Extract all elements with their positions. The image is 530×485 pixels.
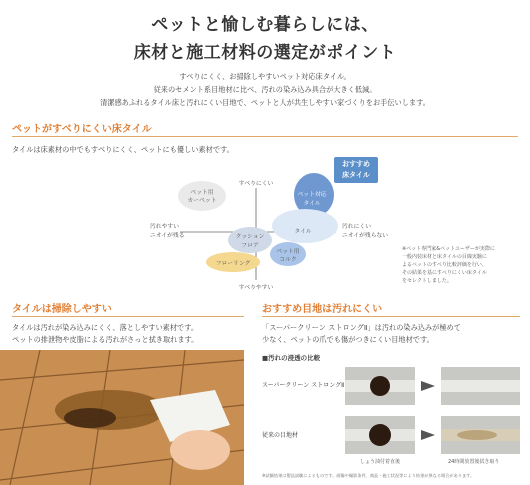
section3-divider <box>262 316 520 317</box>
label-cork-2: コルク <box>279 257 297 263</box>
section2-text-1: タイルは汚れが染み込みにくく、落としやすい素材です。 <box>12 323 199 332</box>
page-title-line1: ペットと愉しむ暮らしには、 <box>151 15 379 35</box>
footnote: ※試験結果は製品試験によるものです。画像や撮影条件、商品・施工状況等により結果が異なる場合があります。 <box>262 473 475 478</box>
side-note <box>402 245 520 285</box>
axis-bottom-label: すべりやすい <box>238 285 274 290</box>
section1-heading: ペットがすべりにくい床タイル <box>12 124 152 135</box>
intro-line-2: 従来のセメント系目地材に比べ、汚れの染み込み具合が大きく低減。 <box>153 85 377 94</box>
section2-text-2: ペットの排泄物や皮脂による汚れがさっと拭き取れます。 <box>12 335 199 344</box>
side-note-line: ※ペット専門家&ペットユーザーが実際に <box>402 246 495 252</box>
axis-right-label-2: ニオイが残らない <box>342 233 389 239</box>
label-cork-1: ペット用 <box>276 249 300 255</box>
axis-left-label-1: 汚れやすい <box>150 224 179 230</box>
side-note-line: 一般内装床材と床タイルの目線実験に <box>402 254 487 260</box>
side-note-line: をセレクトしました。 <box>402 278 452 284</box>
label-cushion-2: フロア <box>241 243 259 249</box>
bubble-line1: おすすめ <box>341 160 371 168</box>
compare-title: ■汚れの浸透の比較 <box>262 354 321 362</box>
section3-text-1: 「スーパークリーン ストロングⅡ」は汚れの染み込みが極めて <box>262 323 461 332</box>
section1-text: タイルは床素材の中でもすべりにくく、ペットにも優しい素材です。 <box>12 145 234 154</box>
label-flooring: フローリング <box>215 261 251 267</box>
caption-right: 24時間放置後拭き取り <box>448 459 500 465</box>
cleaning-photo <box>0 350 244 485</box>
blob-cushion-floor <box>228 227 272 253</box>
side-note-line: よるペットのすべり比較評価を行い、 <box>402 262 487 268</box>
axis-top-label: すべりにくい <box>238 181 274 187</box>
section2-heading: タイルは掃除しやすい <box>12 304 112 315</box>
caption-left: しょう油付着直後 <box>360 459 401 465</box>
label-tile: タイル <box>294 229 312 235</box>
blob-pet-carpet <box>178 181 226 211</box>
label-pet-carpet-1: ペット用 <box>190 190 214 196</box>
section3-text-2: 少なく、ペットの爪でも傷がつきにくい目地材です。 <box>262 335 434 344</box>
row2-strip <box>345 416 520 454</box>
section1-divider <box>12 136 518 137</box>
label-cushion-1: クッション <box>235 234 265 240</box>
intro-line-3: 清潔感あふれるタイル床と汚れにくい目地で、ペットと人が共生しやすい家づくりをお手伝いします。 <box>100 98 430 107</box>
row2-label: 従来の目地材 <box>262 432 299 439</box>
blob-tile <box>272 209 338 243</box>
section3-heading: おすすめ目地は汚れにくい <box>262 304 383 315</box>
axis-left-label-2: ニオイが残る <box>150 233 185 239</box>
label-pet-tile-1: ペット対応 <box>297 192 327 198</box>
side-note-line: その結果を基にすべりにくい床タイル <box>402 270 487 276</box>
label-pet-tile-2: タイル <box>303 201 321 207</box>
label-pet-carpet-2: カーペット <box>187 198 217 204</box>
intro-line-1: すべりにくく、お掃除しやすいペット対応床タイル。 <box>179 72 351 81</box>
section2-divider <box>12 316 244 317</box>
row1-strip <box>345 367 520 405</box>
row1-label: スーパークリーン ストロングⅡ <box>262 382 345 389</box>
bubble-line2: 床タイル <box>342 171 370 179</box>
page-title-line2: 床材と施工材料の選定がポイント <box>133 43 397 63</box>
axis-right-label-1: 汚れにくい <box>342 224 371 230</box>
